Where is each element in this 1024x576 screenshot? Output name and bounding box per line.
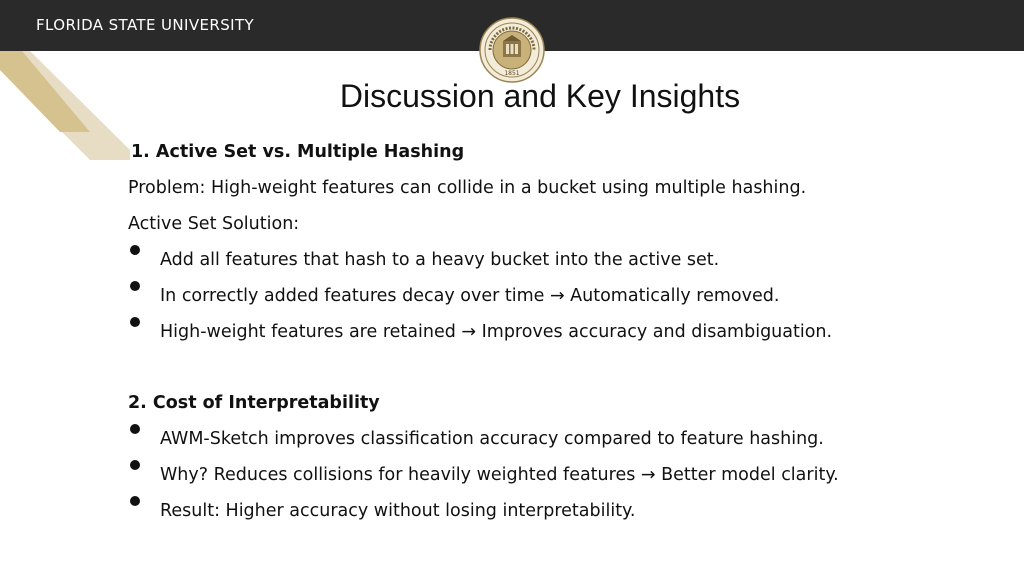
solution-label: Active Set Solution: xyxy=(128,214,300,234)
section1-bullet: Add all features that hash to a heavy bucket into the active set. xyxy=(160,250,720,270)
bullet-dot xyxy=(130,460,140,470)
bullet-dot xyxy=(130,245,140,255)
section2-heading: 2. Cost of Interpretability xyxy=(128,393,380,413)
section2-bullet: Result: Higher accuracy without losing interpretability. xyxy=(160,501,636,521)
section1-heading: 1. Active Set vs. Multiple Hashing xyxy=(131,142,465,162)
section2-bullet: AWM-Sketch improves classification accuracy compared to feature hashing. xyxy=(160,429,824,449)
slide-title: Discussion and Key Insights xyxy=(339,78,741,114)
section1-bullet: High-weight features are retained → Improves accuracy and disambiguation. xyxy=(160,322,833,342)
bullet-dot xyxy=(130,424,140,434)
university-wordmark: FLORIDA STATE UNIVERSITY xyxy=(36,16,255,34)
seal-year: 1851 xyxy=(504,70,520,77)
bullet-dot xyxy=(130,496,140,506)
section1-bullet: In correctly added features decay over time → Automatically removed. xyxy=(160,286,780,306)
bullet-dot xyxy=(130,317,140,327)
problem-text: Problem: High-weight features can collide in a bucket using multiple hashing. xyxy=(128,178,807,198)
section2-bullet: Why? Reduces collisions for heavily weighted features → Better model clarity. xyxy=(160,465,839,485)
bullet-dot xyxy=(130,281,140,291)
